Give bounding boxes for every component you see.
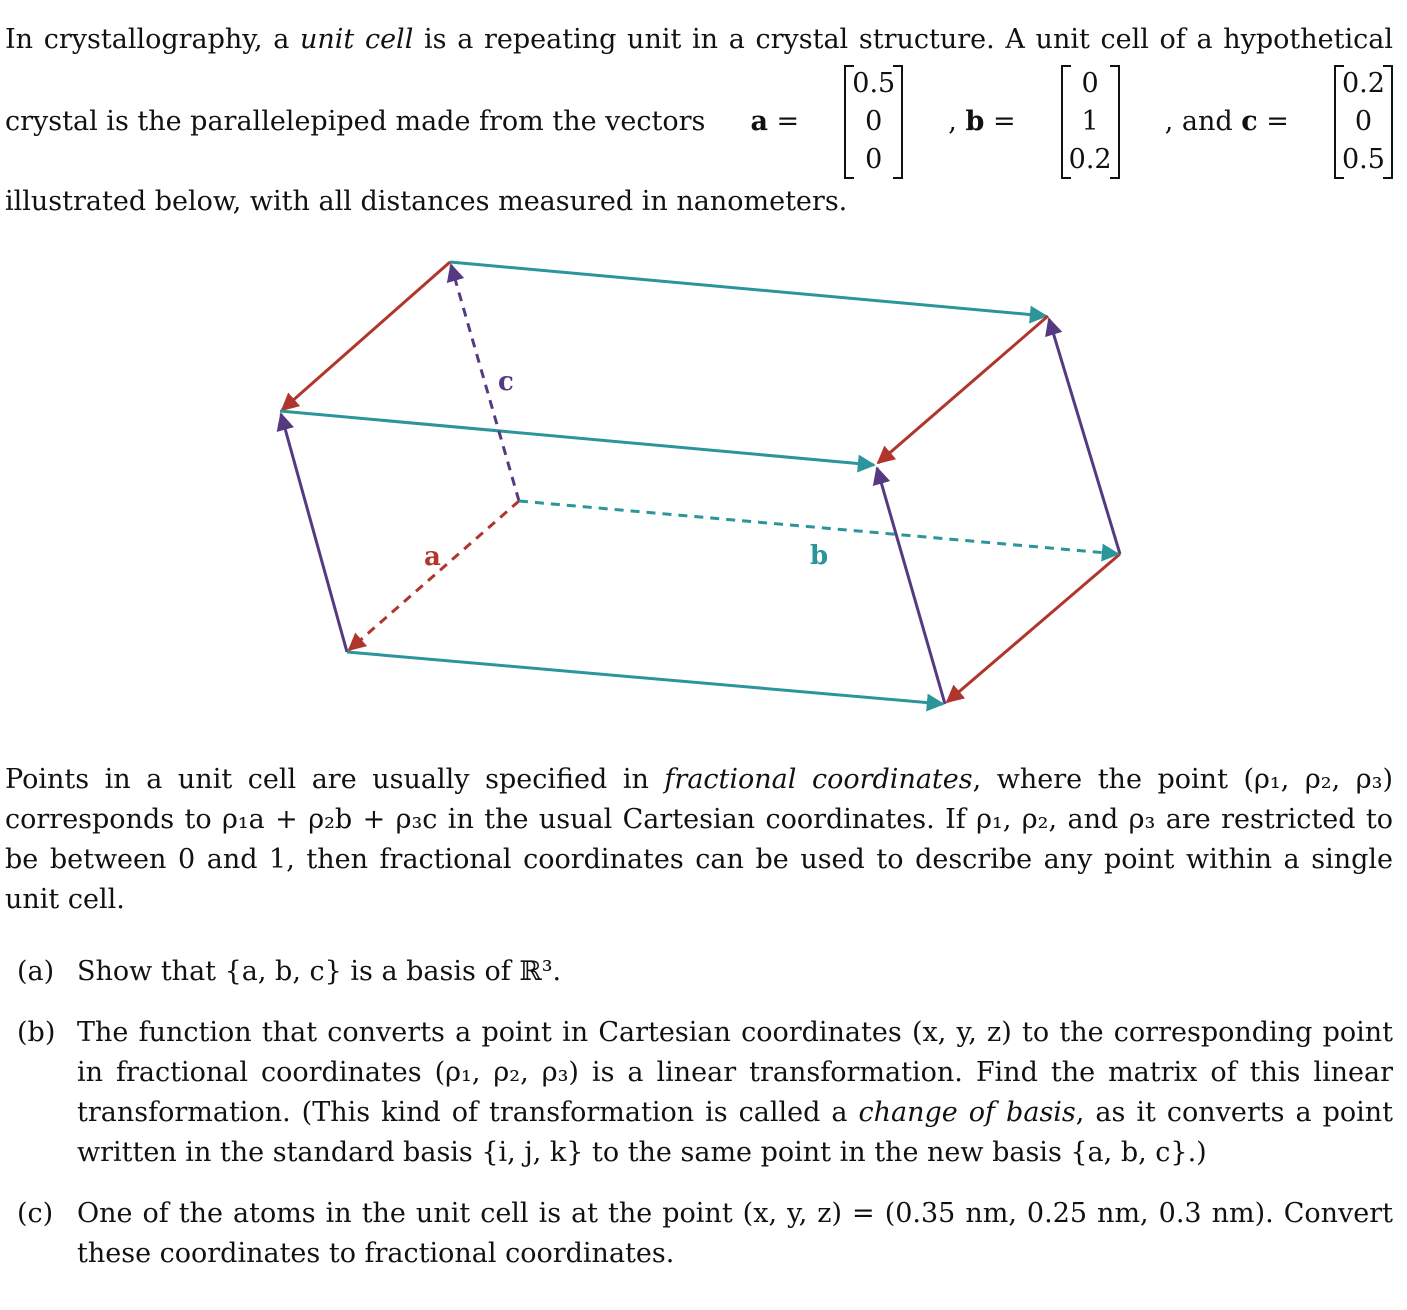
vector-a-def: a = — [750, 106, 800, 137]
label — [5, 952, 77, 992]
edge-a-top-right — [878, 316, 1048, 463]
edge-a-bottom-right — [947, 554, 1120, 702]
question-a — [5, 952, 1393, 992]
entry: 0.2 — [1341, 68, 1385, 99]
entry: 0.5 — [1341, 144, 1385, 175]
vector-c-def: , and c = — [1164, 106, 1289, 137]
question-label: (a) — [17, 956, 55, 987]
edge-a-top-left — [282, 262, 450, 410]
label-a: a — [424, 542, 441, 572]
entry: 1 — [1081, 106, 1099, 137]
question-label: (c) — [17, 1198, 54, 1229]
emphasis-change-of-basis: change of basis — [858, 1097, 1076, 1128]
label-c: c — [498, 367, 514, 397]
vec-name: a — [750, 106, 768, 137]
vec-name: c — [1241, 106, 1258, 137]
vector-b-def: , b = — [948, 106, 1016, 137]
text: is a repeating unit in a crystal structure. A unit cell of a hypothetical — [413, 24, 1393, 55]
edge-c-back-right — [1049, 319, 1120, 554]
entry: 0.5 — [852, 68, 896, 99]
text: In crystallography, a — [5, 24, 301, 55]
edge-b-top-front — [280, 411, 874, 465]
entry: 0 — [865, 144, 883, 175]
edge-b-bottom-front — [347, 652, 943, 704]
text: and — [1181, 106, 1233, 137]
text: , where the point (ρ₁, ρ₂, ρ₃) corresponds to ρ₁a + ρ₂b + ρ₃c in the usual Cartesian coordinates. If ρ₁, ρ₂, and ρ₃ are restricted to be between 0 and 1, then fractional coordinates can be used to describe any point within a single unit cell. — [5, 764, 1393, 915]
intro-line-3: illustrated below, with all distances measured in nanometers. — [5, 186, 848, 217]
question-text — [77, 1013, 1393, 1173]
vec-name: b — [965, 106, 985, 137]
entry: 0 — [1081, 68, 1099, 99]
emphasis-fractional-coordinates: fractional coordinates — [664, 764, 973, 795]
text: The function that converts a point in Cartesian coordinates (x, y, z) to the corresponding point in fractional coordinates (ρ₁, ρ₂, ρ₃) is a linear transformation. Find the matrix of this linear transformation. (This kind of transformation is called a — [77, 1017, 1393, 1128]
fractional-coordinates-paragraph — [5, 760, 1393, 920]
vector-a-dashed — [349, 501, 519, 650]
question-label: (b) — [17, 1017, 56, 1048]
edge-c-front-left — [281, 414, 347, 652]
question-b — [5, 1013, 1393, 1173]
entry: 0 — [865, 106, 883, 137]
question-list — [5, 952, 1393, 1295]
label — [5, 1013, 77, 1173]
question-text: One of the atoms in the unit cell is at the point (x, y, z) = (0.35 nm, 0.25 nm, 0.3 nm). Convert these coordinates to fractional coordinates. — [77, 1198, 1393, 1269]
question-text: Show that {a, b, c} is a basis of ℝ³. — [77, 956, 562, 987]
text: crystal is the parallelepiped made from the vectors — [5, 106, 706, 137]
question-c — [5, 1194, 1393, 1274]
label — [5, 1194, 77, 1274]
emphasis-unit-cell: unit cell — [300, 24, 414, 55]
entry: 0.2 — [1068, 144, 1112, 175]
label-b: b — [810, 541, 829, 571]
edge-c-front-right — [877, 468, 945, 704]
text: Points in a unit cell are usually specified in — [5, 764, 665, 795]
edge-b-top-back — [450, 262, 1046, 316]
text: , as it converts a point written in the standard basis {i, j, k} to the same point in the new basis {a, b, c}.) — [77, 1097, 1393, 1168]
entry: 0 — [1354, 106, 1373, 137]
